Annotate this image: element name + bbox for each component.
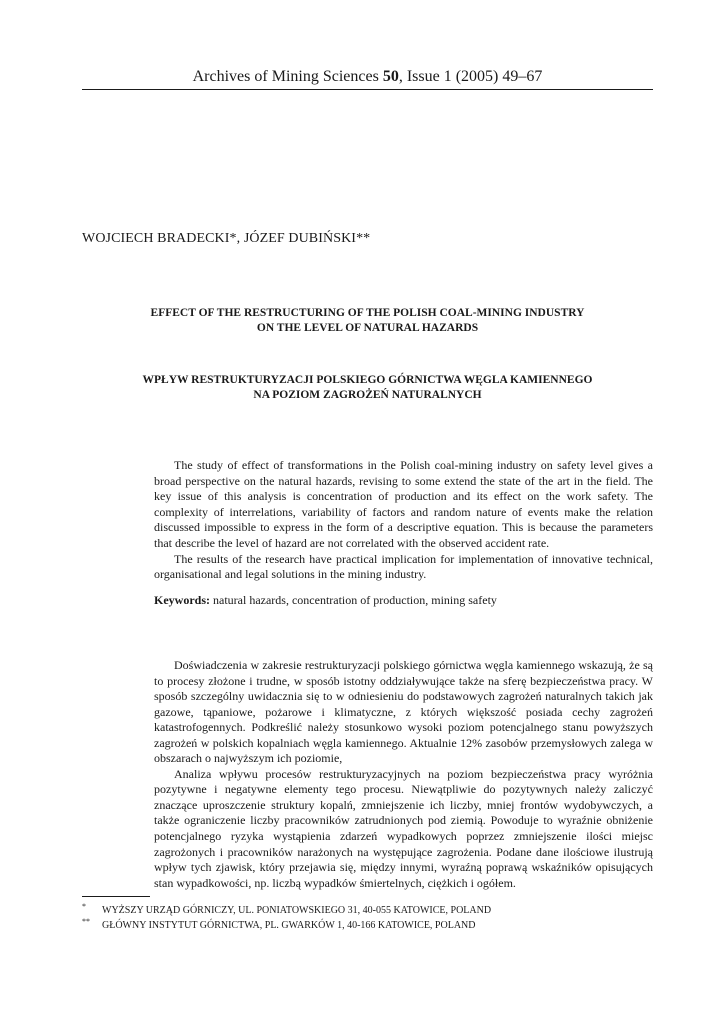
journal-issue-pages: , Issue 1 (2005) 49–67 bbox=[398, 68, 543, 85]
abstract-paragraph: The study of effect of transformations in the Polish coal-mining industry on safety level gives a broad perspective on the natural hazards, revising to some extend the state of the art in the field. The key issue of this analysis is concentration of production and its effect on the work safety. The complexity of interrelations, variability of factors and random nature of events make the relation discussed impossible to express in the form of a descriptive equation. This is because the parameters that describe the level of hazard are not correlated with the observed accident rate. bbox=[154, 458, 653, 550]
title-polish bbox=[82, 373, 653, 403]
abstract bbox=[154, 458, 653, 583]
title-polish-line2: NA POZIOM ZAGROŻEŃ NATURALNYCH bbox=[253, 389, 482, 401]
title-english-line1: EFFECT OF THE RESTRUCTURING OF THE POLISH COAL-MINING INDUSTRY bbox=[150, 307, 585, 319]
title-english bbox=[82, 306, 653, 336]
footnote-text: GŁÓWNY INSTYTUT GÓRNICTWA, PL. GWARKÓW 1, 40-166 KATOWICE, POLAND bbox=[102, 920, 476, 931]
body-text bbox=[154, 658, 653, 891]
footnote-mark: * bbox=[82, 902, 86, 911]
title-polish-line1: WPŁYW RESTRUKTURYZACJI POLSKIEGO GÓRNICTWA WĘGLA KAMIENNEGO bbox=[142, 374, 593, 386]
authors: WOJCIECH BRADECKI*, JÓZEF DUBIŃSKI** bbox=[82, 231, 371, 246]
footnote-text: WYŻSZY URZĄD GÓRNICZY, UL. PONIATOWSKIEGO 31, 40-055 KATOWICE, POLAND bbox=[102, 905, 492, 916]
journal-volume: 50 bbox=[382, 68, 399, 85]
keywords-text: natural hazards, concentration of production, mining safety bbox=[210, 593, 497, 607]
keywords bbox=[154, 593, 653, 609]
header-rule bbox=[82, 89, 653, 90]
journal-header bbox=[82, 68, 653, 86]
keywords-label: Keywords: bbox=[154, 593, 210, 607]
journal-name: Archives of Mining Sciences bbox=[192, 68, 383, 85]
abstract-paragraph: The results of the research have practical implication for implementation of innovative technical, organisational and legal solutions in the mining industry. bbox=[154, 551, 653, 582]
body-paragraph: Doświadczenia w zakresie restrukturyzacji polskiego górnictwa węgla kamiennego wskazują, że są to procesy złożone i trudne, w sposób istotny oddziaływujące także na sferę bezpieczeństwa pracy. W sposób szczególny uwidacznia się to w odniesieniu do podstawowych zagrożeń naturalnych takich jak gazowe, tąpaniowe, pożarowe i klimatyczne, z których większość posiada cechy zagrożeń katastrofogennych. Podkreślić należy stosunkowo wysoki poziom potencjalnego stanu powyższych zagrożeń w polskich kopalniach węgla kamiennego. Aktualnie 12% zasobów przemysłowych zalega w obszarach o najwyższym ich poziomie, bbox=[154, 658, 653, 766]
footnote-mark: ** bbox=[82, 917, 90, 926]
title-english-line2: ON THE LEVEL OF NATURAL HAZARDS bbox=[256, 322, 479, 334]
footnote-rule bbox=[82, 896, 150, 897]
body-paragraph: Analiza wpływu procesów restrukturyzacyjnych na poziom bezpieczeństwa pracy wyróżnia pozytywne i negatywne elementy tego procesu. Niewątpliwie do pozytywnych należy zaliczyć znaczące uproszczenie struktury kopalń, zmniejszenie ich liczby, mniej frontów wydobywczych, a także ograniczenie liczby pracowników zatrudnionych pod ziemią. Powoduje to wyraźnie obniżenie potencjalnego ryzyka wystąpienia zdarzeń wypadkowych poprzez zmniejszenie ilości miejsc zagrożonych i pracowników narażonych na występujące zagrożenia. Podane dane ilościowe ilustrują wpływ tych zjawisk, który przejawia się, między innymi, wyraźną poprawą wskaźników opisujących stan wypadkowości, np. liczbą wypadków śmiertelnych, ciężkich i ogółem. bbox=[154, 766, 653, 890]
